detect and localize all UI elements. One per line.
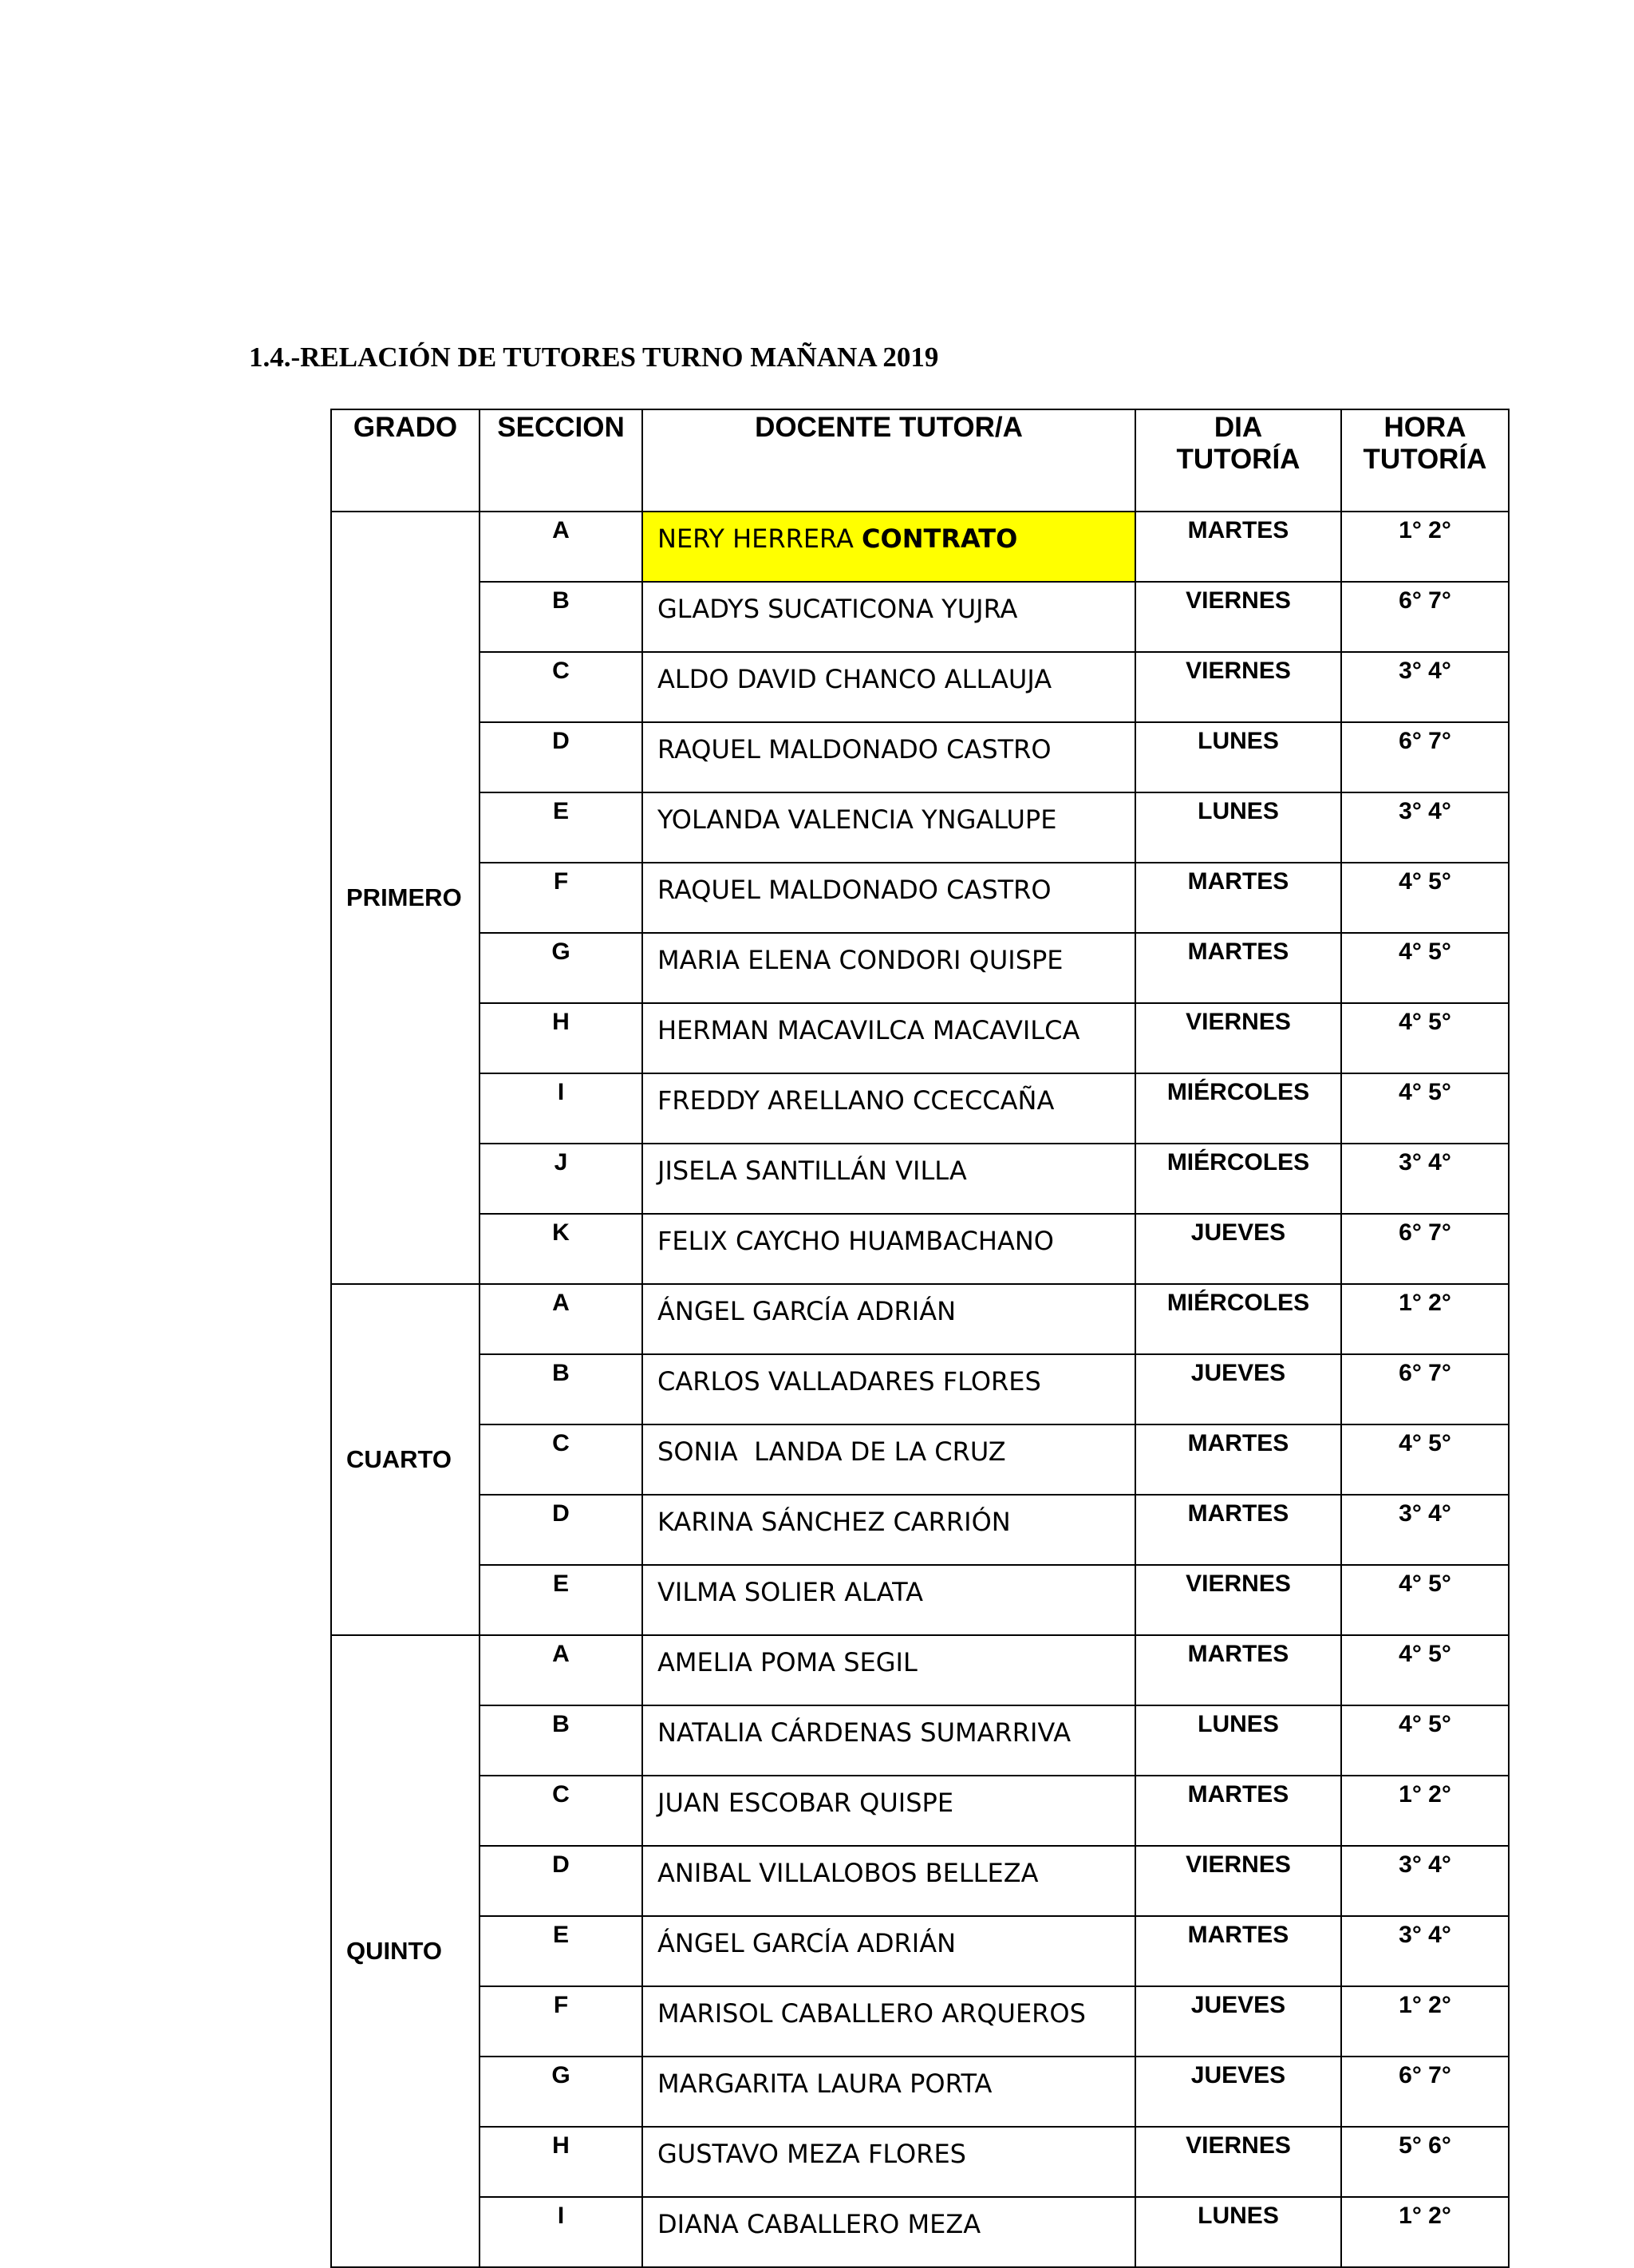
seccion-cell: E <box>480 792 642 863</box>
seccion-cell: H <box>480 2127 642 2197</box>
docente-cell: MARIA ELENA CONDORI QUISPE <box>642 933 1135 1003</box>
seccion-cell: I <box>480 2197 642 2267</box>
dia-cell: MARTES <box>1135 1495 1341 1565</box>
docente-cell: ALDO DAVID CHANCO ALLAUJA <box>642 652 1135 722</box>
hora-cell: 3° 4° <box>1341 652 1509 722</box>
docente-cell: CARLOS VALLADARES FLORES <box>642 1354 1135 1424</box>
seccion-cell: K <box>480 1214 642 1284</box>
docente-cell: MARGARITA LAURA PORTA <box>642 2057 1135 2127</box>
table-row <box>331 1495 1509 1565</box>
table-row <box>331 1214 1509 1284</box>
grado-cell: QUINTO <box>331 1635 480 2267</box>
dia-cell: JUEVES <box>1135 1354 1341 1424</box>
dia-cell: LUNES <box>1135 2197 1341 2267</box>
docente-cell: KARINA SÁNCHEZ CARRIÓN <box>642 1495 1135 1565</box>
hora-cell: 6° 7° <box>1341 1354 1509 1424</box>
hora-cell: 6° 7° <box>1341 582 1509 652</box>
docente-cell: DIANA CABALLERO MEZA <box>642 2197 1135 2267</box>
hora-cell: 1° 2° <box>1341 1776 1509 1846</box>
table-row <box>331 863 1509 933</box>
dia-cell: MARTES <box>1135 1635 1341 1705</box>
table-header-row <box>331 409 1509 512</box>
docente-cell: NATALIA CÁRDENAS SUMARRIVA <box>642 1705 1135 1776</box>
hora-cell: 1° 2° <box>1341 2197 1509 2267</box>
docente-cell: ÁNGEL GARCÍA ADRIÁN <box>642 1916 1135 1986</box>
table-row <box>331 933 1509 1003</box>
page-title: 1.4.-RELACIÓN DE TUTORES TURNO MAÑANA 2019 <box>249 342 939 373</box>
docente-cell: YOLANDA VALENCIA YNGALUPE <box>642 792 1135 863</box>
docente-cell: SONIA LANDA DE LA CRUZ <box>642 1424 1135 1495</box>
grado-cell: PRIMERO <box>331 512 480 1284</box>
contract-label: CONTRATO <box>862 524 1018 554</box>
table-row <box>331 1565 1509 1635</box>
table-row <box>331 2057 1509 2127</box>
hora-cell: 3° 4° <box>1341 1846 1509 1916</box>
hora-cell: 1° 2° <box>1341 1986 1509 2057</box>
seccion-cell: B <box>480 1354 642 1424</box>
dia-cell: JUEVES <box>1135 2057 1341 2127</box>
table-body <box>331 512 1509 2267</box>
docente-cell: FREDDY ARELLANO CCECCAÑA <box>642 1073 1135 1144</box>
seccion-cell: B <box>480 582 642 652</box>
dia-cell: MIÉRCOLES <box>1135 1073 1341 1144</box>
hora-cell: 6° 7° <box>1341 722 1509 792</box>
dia-cell: MARTES <box>1135 933 1341 1003</box>
seccion-cell: B <box>480 1705 642 1776</box>
hora-cell: 4° 5° <box>1341 1565 1509 1635</box>
dia-cell: VIERNES <box>1135 582 1341 652</box>
docente-cell: JISELA SANTILLÁN VILLA <box>642 1144 1135 1214</box>
hora-cell: 3° 4° <box>1341 1916 1509 1986</box>
dia-cell: MARTES <box>1135 512 1341 582</box>
table-row <box>331 652 1509 722</box>
docente-cell: MARISOL CABALLERO ARQUEROS <box>642 1986 1135 2057</box>
docente-cell: ANIBAL VILLALOBOS BELLEZA <box>642 1846 1135 1916</box>
seccion-cell: A <box>480 1284 642 1354</box>
dia-cell: VIERNES <box>1135 2127 1341 2197</box>
table-row <box>331 1424 1509 1495</box>
docente-cell: GUSTAVO MEZA FLORES <box>642 2127 1135 2197</box>
seccion-cell: D <box>480 722 642 792</box>
hora-cell: 5° 6° <box>1341 2127 1509 2197</box>
dia-cell: VIERNES <box>1135 1003 1341 1073</box>
hora-cell: 1° 2° <box>1341 512 1509 582</box>
seccion-cell: G <box>480 2057 642 2127</box>
hora-cell: 4° 5° <box>1341 1003 1509 1073</box>
seccion-cell: A <box>480 1635 642 1705</box>
seccion-cell: E <box>480 1916 642 1986</box>
table-row <box>331 1354 1509 1424</box>
docente-cell: ÁNGEL GARCÍA ADRIÁN <box>642 1284 1135 1354</box>
table-row <box>331 1916 1509 1986</box>
dia-cell: VIERNES <box>1135 1846 1341 1916</box>
dia-cell: MIÉRCOLES <box>1135 1284 1341 1354</box>
dia-cell: MARTES <box>1135 1916 1341 1986</box>
table-row <box>331 1073 1509 1144</box>
table-row <box>331 1144 1509 1214</box>
hora-cell: 6° 7° <box>1341 2057 1509 2127</box>
docente-cell: AMELIA POMA SEGIL <box>642 1635 1135 1705</box>
dia-cell: LUNES <box>1135 792 1341 863</box>
dia-cell: LUNES <box>1135 1705 1341 1776</box>
hora-cell: 3° 4° <box>1341 1495 1509 1565</box>
hora-cell: 4° 5° <box>1341 933 1509 1003</box>
table-row <box>331 1705 1509 1776</box>
table-row <box>331 1846 1509 1916</box>
docente-cell <box>642 512 1135 582</box>
header-seccion: SECCION <box>480 409 642 512</box>
hora-cell: 1° 2° <box>1341 1284 1509 1354</box>
docente-cell: JUAN ESCOBAR QUISPE <box>642 1776 1135 1846</box>
dia-cell: MARTES <box>1135 863 1341 933</box>
header-docente: DOCENTE TUTOR/A <box>642 409 1135 512</box>
docente-cell: RAQUEL MALDONADO CASTRO <box>642 722 1135 792</box>
dia-cell: VIERNES <box>1135 1565 1341 1635</box>
hora-cell: 4° 5° <box>1341 1073 1509 1144</box>
table-row <box>331 792 1509 863</box>
dia-cell: MARTES <box>1135 1424 1341 1495</box>
docente-cell: GLADYS SUCATICONA YUJRA <box>642 582 1135 652</box>
dia-cell: LUNES <box>1135 722 1341 792</box>
docente-name: NERY HERRERA <box>657 524 862 554</box>
seccion-cell: A <box>480 512 642 582</box>
header-grado: GRADO <box>331 409 480 512</box>
table-row <box>331 512 1509 582</box>
seccion-cell: F <box>480 1986 642 2057</box>
seccion-cell: E <box>480 1565 642 1635</box>
tutors-table <box>330 409 1510 2268</box>
hora-cell: 3° 4° <box>1341 792 1509 863</box>
table-row <box>331 1635 1509 1705</box>
table-row <box>331 1284 1509 1354</box>
dia-cell: JUEVES <box>1135 1986 1341 2057</box>
hora-cell: 3° 4° <box>1341 1144 1509 1214</box>
table-row <box>331 1003 1509 1073</box>
header-dia: DIA TUTORÍA <box>1135 409 1341 512</box>
hora-cell: 4° 5° <box>1341 863 1509 933</box>
seccion-cell: H <box>480 1003 642 1073</box>
grado-cell: CUARTO <box>331 1284 480 1635</box>
dia-cell: MARTES <box>1135 1776 1341 1846</box>
hora-cell: 6° 7° <box>1341 1214 1509 1284</box>
docente-cell: RAQUEL MALDONADO CASTRO <box>642 863 1135 933</box>
seccion-cell: C <box>480 1776 642 1846</box>
seccion-cell: D <box>480 1495 642 1565</box>
table-row <box>331 2127 1509 2197</box>
seccion-cell: C <box>480 652 642 722</box>
dia-cell: MIÉRCOLES <box>1135 1144 1341 1214</box>
docente-cell: VILMA SOLIER ALATA <box>642 1565 1135 1635</box>
table-row <box>331 582 1509 652</box>
seccion-cell: C <box>480 1424 642 1495</box>
dia-cell: VIERNES <box>1135 652 1341 722</box>
seccion-cell: G <box>480 933 642 1003</box>
seccion-cell: D <box>480 1846 642 1916</box>
seccion-cell: J <box>480 1144 642 1214</box>
hora-cell: 4° 5° <box>1341 1705 1509 1776</box>
hora-cell: 4° 5° <box>1341 1424 1509 1495</box>
seccion-cell: F <box>480 863 642 933</box>
docente-cell: FELIX CAYCHO HUAMBACHANO <box>642 1214 1135 1284</box>
dia-cell: JUEVES <box>1135 1214 1341 1284</box>
table-row <box>331 1986 1509 2057</box>
seccion-cell: I <box>480 1073 642 1144</box>
docente-cell: HERMAN MACAVILCA MACAVILCA <box>642 1003 1135 1073</box>
table-row <box>331 722 1509 792</box>
header-hora: HORA TUTORÍA <box>1341 409 1509 512</box>
table-row <box>331 1776 1509 1846</box>
table-row <box>331 2197 1509 2267</box>
hora-cell: 4° 5° <box>1341 1635 1509 1705</box>
